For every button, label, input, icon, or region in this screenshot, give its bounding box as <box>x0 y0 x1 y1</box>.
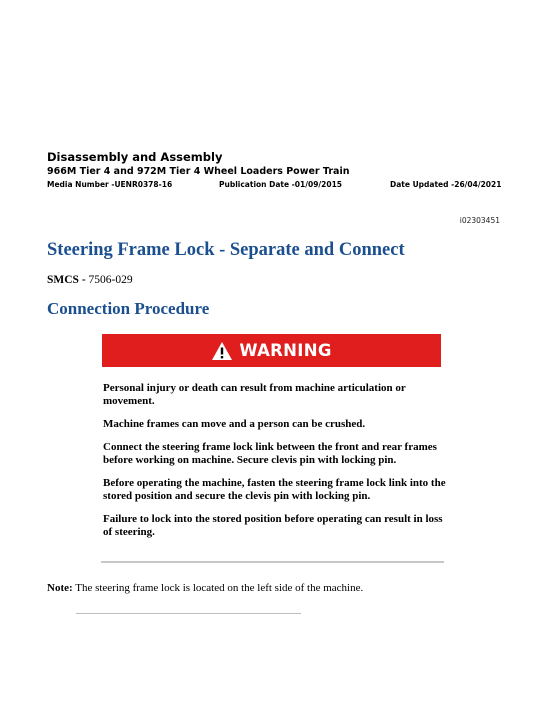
warning-paragraph: Personal injury or death can result from machine articulation or movement. <box>103 382 406 407</box>
smcs-line <box>47 274 133 286</box>
warning-triangle-icon <box>211 341 233 361</box>
smcs-value: 7506-029 <box>88 274 133 286</box>
note-text: The steering frame lock is located on the left side of the machine. <box>75 582 364 594</box>
note <box>47 582 363 594</box>
divider <box>76 613 301 614</box>
page-title: Steering Frame Lock - Separate and Connect <box>47 240 405 260</box>
section-heading: Connection Procedure <box>47 299 210 318</box>
warning-text-block <box>103 382 448 549</box>
warning-paragraph: Connect the steering frame lock link between the front and rear frames before working on machine. Secure clevis pin with locking pin. <box>103 441 437 466</box>
media-number: Media Number -UENR0378-16 <box>47 180 173 189</box>
warning-paragraph: Before operating the machine, fasten the steering frame lock link into the stored position and secure the clevis pin with locking pin. <box>103 477 446 502</box>
manual-subtitle: 966M Tier 4 and 972M Tier 4 Wheel Loaders Power Train <box>47 166 350 177</box>
note-label: Note: <box>47 582 73 594</box>
smcs-label: SMCS - <box>47 274 86 286</box>
warning-paragraph: Machine frames can move and a person can be crushed. <box>103 418 366 430</box>
warning-label: WARNING <box>239 341 332 360</box>
document-id: i02303451 <box>459 216 500 225</box>
warning-paragraph: Failure to lock into the stored position before operating can result in loss of steering. <box>103 513 443 538</box>
divider <box>101 561 444 563</box>
warning-banner <box>102 334 441 367</box>
manual-title: Disassembly and Assembly <box>47 150 223 164</box>
publication-date: Publication Date -01/09/2015 <box>219 180 343 189</box>
date-updated: Date Updated -26/04/2021 <box>390 180 502 189</box>
